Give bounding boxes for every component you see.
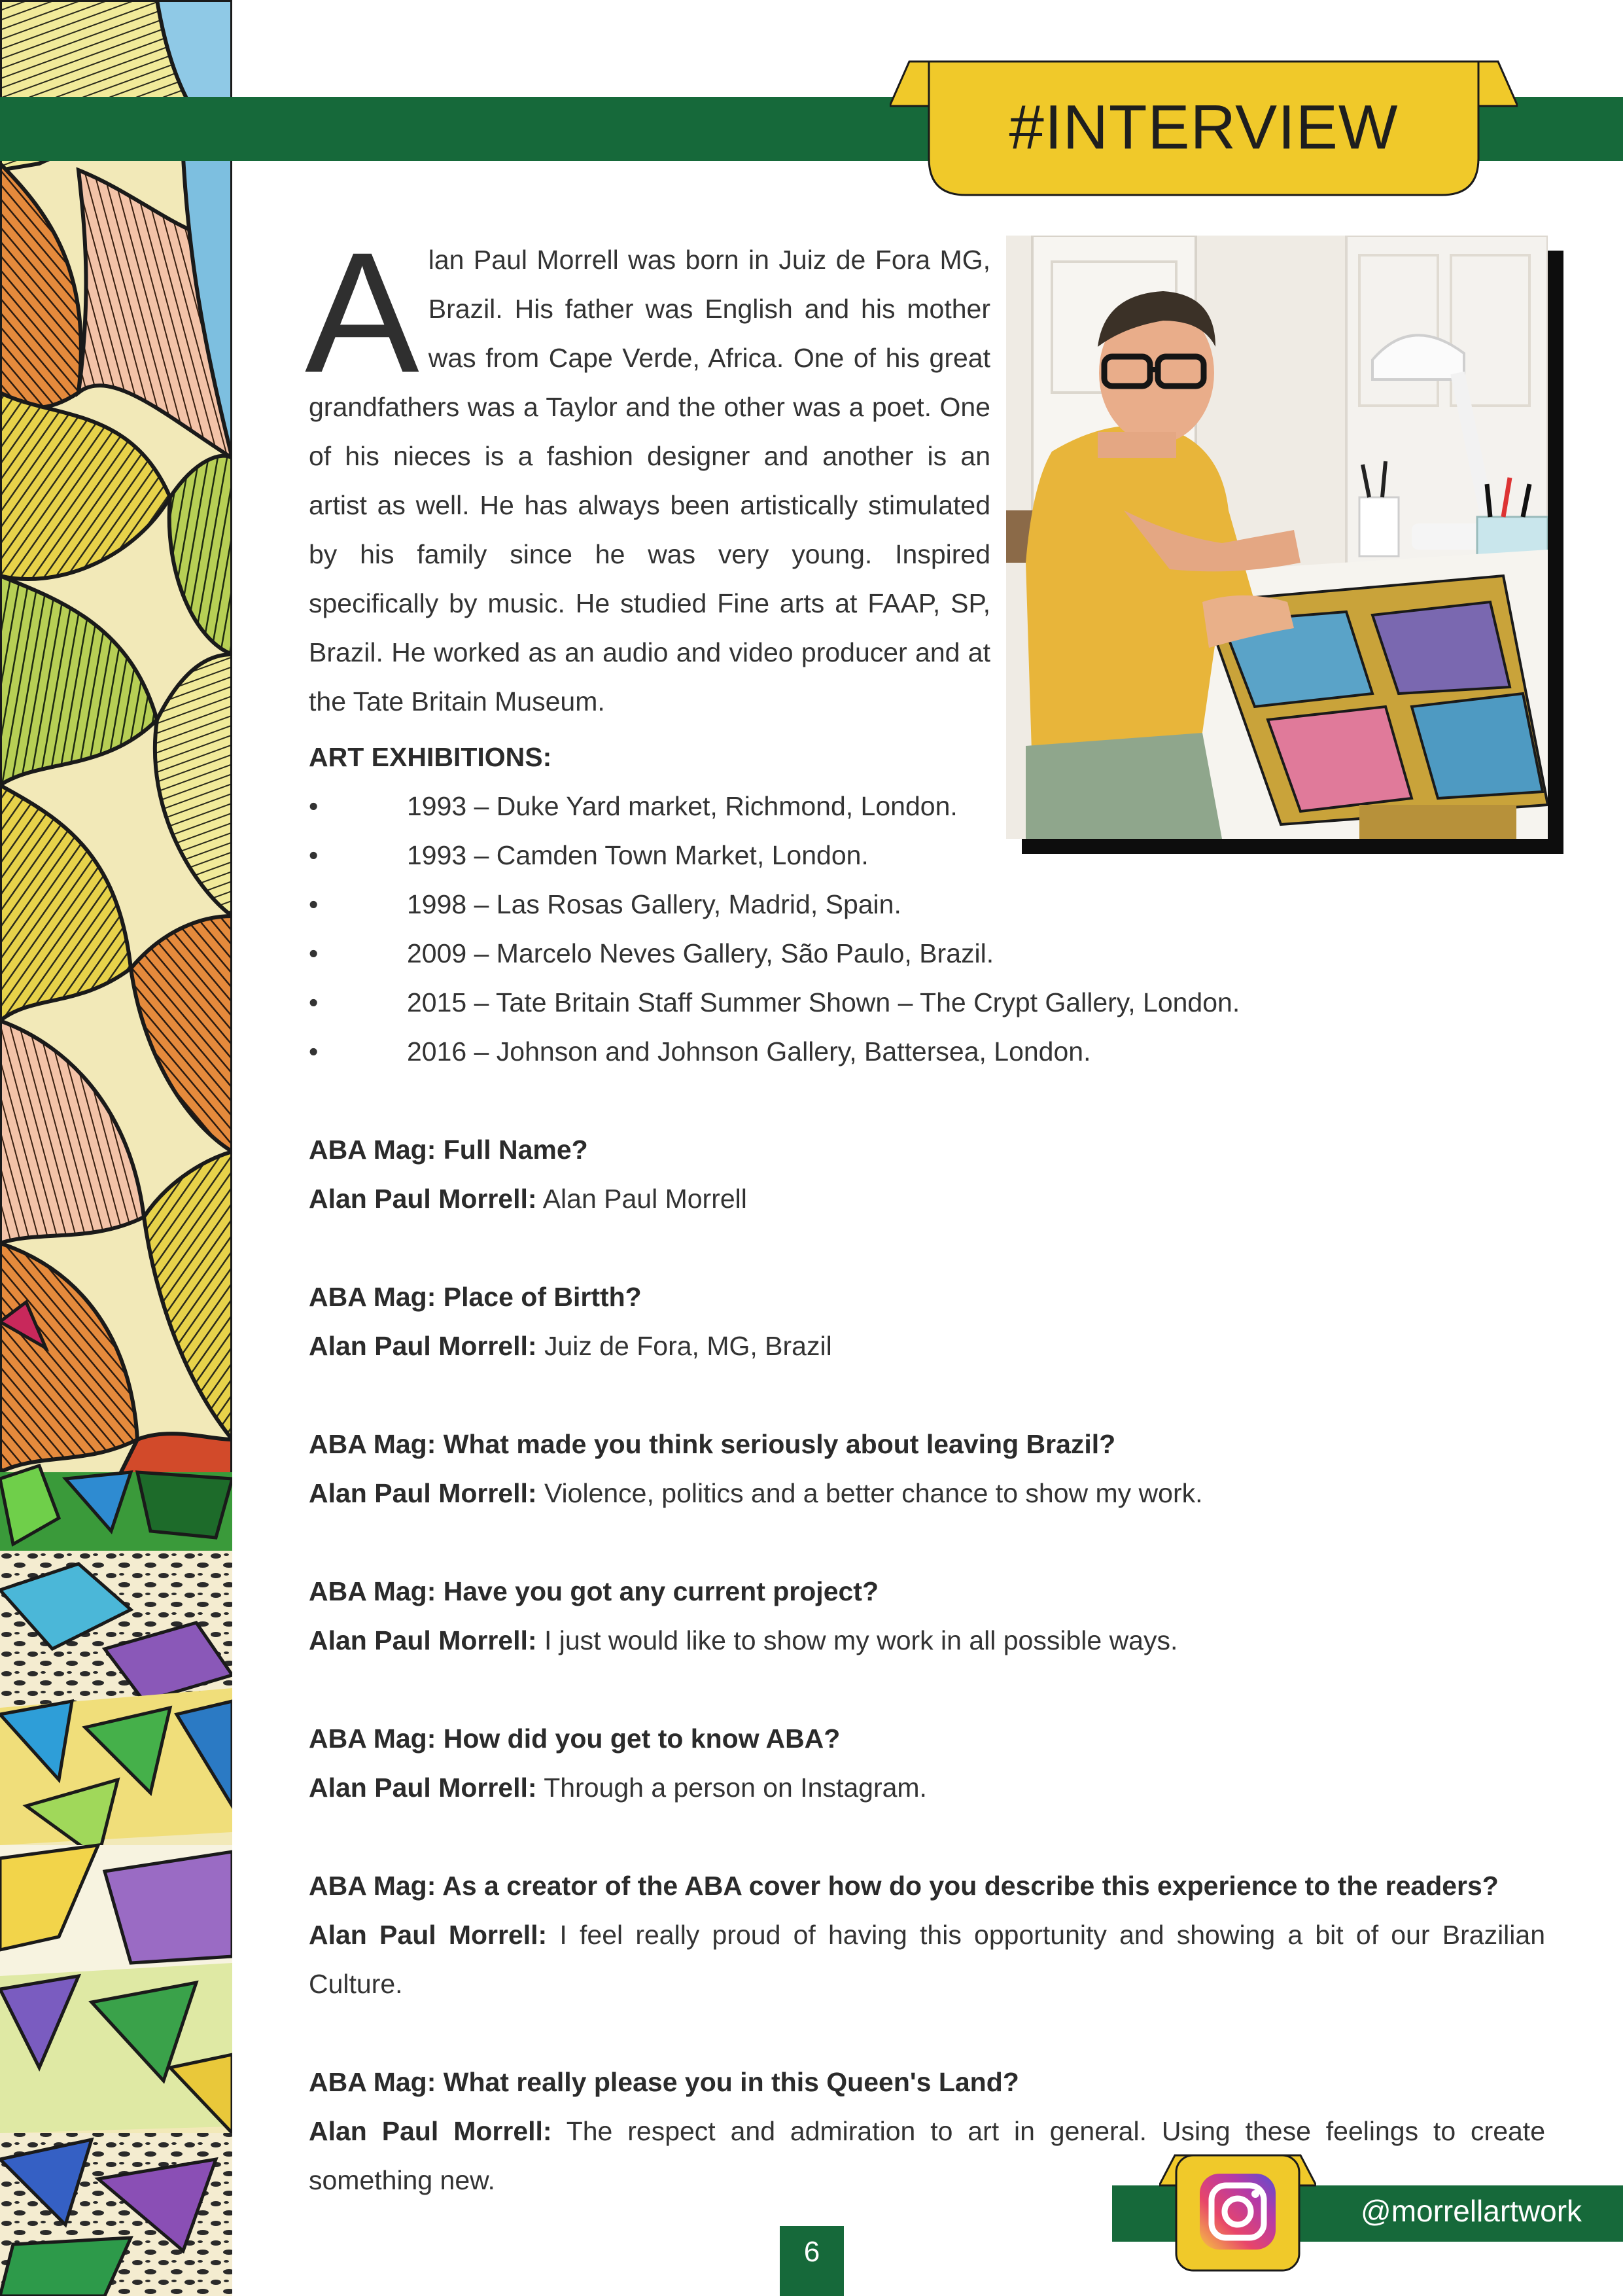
bullet-icon: • <box>309 987 319 1017</box>
answer <box>309 1911 1545 2009</box>
bullet-icon: • <box>309 1036 319 1067</box>
question: ABA Mag: Full Name? <box>309 1135 588 1165</box>
answer-text: Violence, politics and a better chance to show my work. <box>536 1478 1203 1508</box>
list-item: • 1993 – Camden Town Market, London. <box>309 831 1240 880</box>
answer <box>309 1616 1545 1665</box>
answer-speaker: Alan Paul Morrell: <box>309 1331 537 1361</box>
question: ABA Mag: Place of Birtth? <box>309 1282 642 1312</box>
answer <box>309 1174 1545 1224</box>
drop-cap: A <box>305 217 419 408</box>
answer-text: Through a person on Instagram. <box>536 1773 927 1803</box>
answer <box>309 1469 1545 1518</box>
list-item: • 2016 – Johnson and Johnson Gallery, Battersea, London. <box>309 1027 1240 1076</box>
qa-block <box>309 1862 1545 2009</box>
page-number: 6 <box>780 2226 844 2296</box>
qa-block <box>309 1125 1545 1224</box>
list-item: • 2009 – Marcelo Neves Gallery, São Paulo, Brazil. <box>309 929 1240 978</box>
answer <box>309 1322 1545 1371</box>
instagram-handle[interactable]: @morrellartwork <box>1361 2194 1582 2228</box>
answer-speaker: Alan Paul Morrell: <box>309 1920 548 1950</box>
bullet-icon: • <box>309 938 319 968</box>
decorative-artwork-strip <box>0 0 232 2296</box>
answer-text: The respect and admiration to art in general. Using these feelings to create something new. <box>309 2116 1545 2195</box>
section-tag <box>890 60 1518 198</box>
answer <box>309 1763 1545 1812</box>
instagram-icon[interactable] <box>1159 2154 1316 2272</box>
section-title: #INTERVIEW <box>1009 92 1399 162</box>
exhibitions-list <box>309 782 1240 1076</box>
list-item: • 2015 – Tate Britain Staff Summer Shown – The Crypt Gallery, London. <box>309 978 1240 1027</box>
question: ABA Mag: What really please you in this Queen's Land? <box>309 2067 1019 2097</box>
answer-speaker: Alan Paul Morrell: <box>309 1773 537 1803</box>
question: ABA Mag: Have you got any current project? <box>309 1576 879 1606</box>
bullet-icon: • <box>309 791 319 821</box>
answer-speaker: Alan Paul Morrell: <box>309 1184 537 1214</box>
intro-text: lan Paul Morrell was born in Juiz de Fora MG, Brazil. His father was English and his mother was from Cape Verde, Africa. One of his great grandfathers was a Taylor and the other was a poet. One of his nieces is a fashion designer and another is an artist as well. He has always been artistically stimulated by his family since he was very young. Inspired specifically by music. He studied Fine arts at FAAP, SP, Brazil. He worked as an audio and video producer and at the Tate Britain Museum. <box>309 245 990 716</box>
exhibitions-title: ART EXHIBITIONS: <box>309 742 552 772</box>
answer-text: I feel really proud of having this opportunity and showing a bit of our Brazilian Culture. <box>309 1920 1545 1999</box>
question: ABA Mag: As a creator of the ABA cover how do you describe this experience to the readers? <box>309 1871 1499 1901</box>
answer-speaker: Alan Paul Morrell: <box>309 1625 537 1655</box>
answer-text: I just would like to show my work in all possible ways. <box>536 1625 1178 1655</box>
question: ABA Mag: How did you get to know ABA? <box>309 1723 841 1754</box>
bullet-icon: • <box>309 840 319 870</box>
answer-speaker: Alan Paul Morrell: <box>309 2116 552 2146</box>
qa-block <box>309 1420 1545 1518</box>
answer-speaker: Alan Paul Morrell: <box>309 1478 537 1508</box>
list-item: • 1998 – Las Rosas Gallery, Madrid, Spain. <box>309 880 1240 929</box>
qa-block <box>309 1567 1545 1665</box>
answer-text: Alan Paul Morrell <box>536 1184 747 1214</box>
artist-photo <box>1006 236 1548 839</box>
bullet-icon: • <box>309 889 319 919</box>
intro-paragraph <box>305 217 990 726</box>
qa-block <box>309 1714 1545 1812</box>
list-item: • 1993 – Duke Yard market, Richmond, London. <box>309 782 1240 831</box>
question: ABA Mag: What made you think seriously about leaving Brazil? <box>309 1429 1116 1459</box>
qa-block <box>309 2058 1545 2205</box>
qa-block <box>309 1273 1545 1371</box>
answer-text: Juiz de Fora, MG, Brazil <box>536 1331 832 1361</box>
